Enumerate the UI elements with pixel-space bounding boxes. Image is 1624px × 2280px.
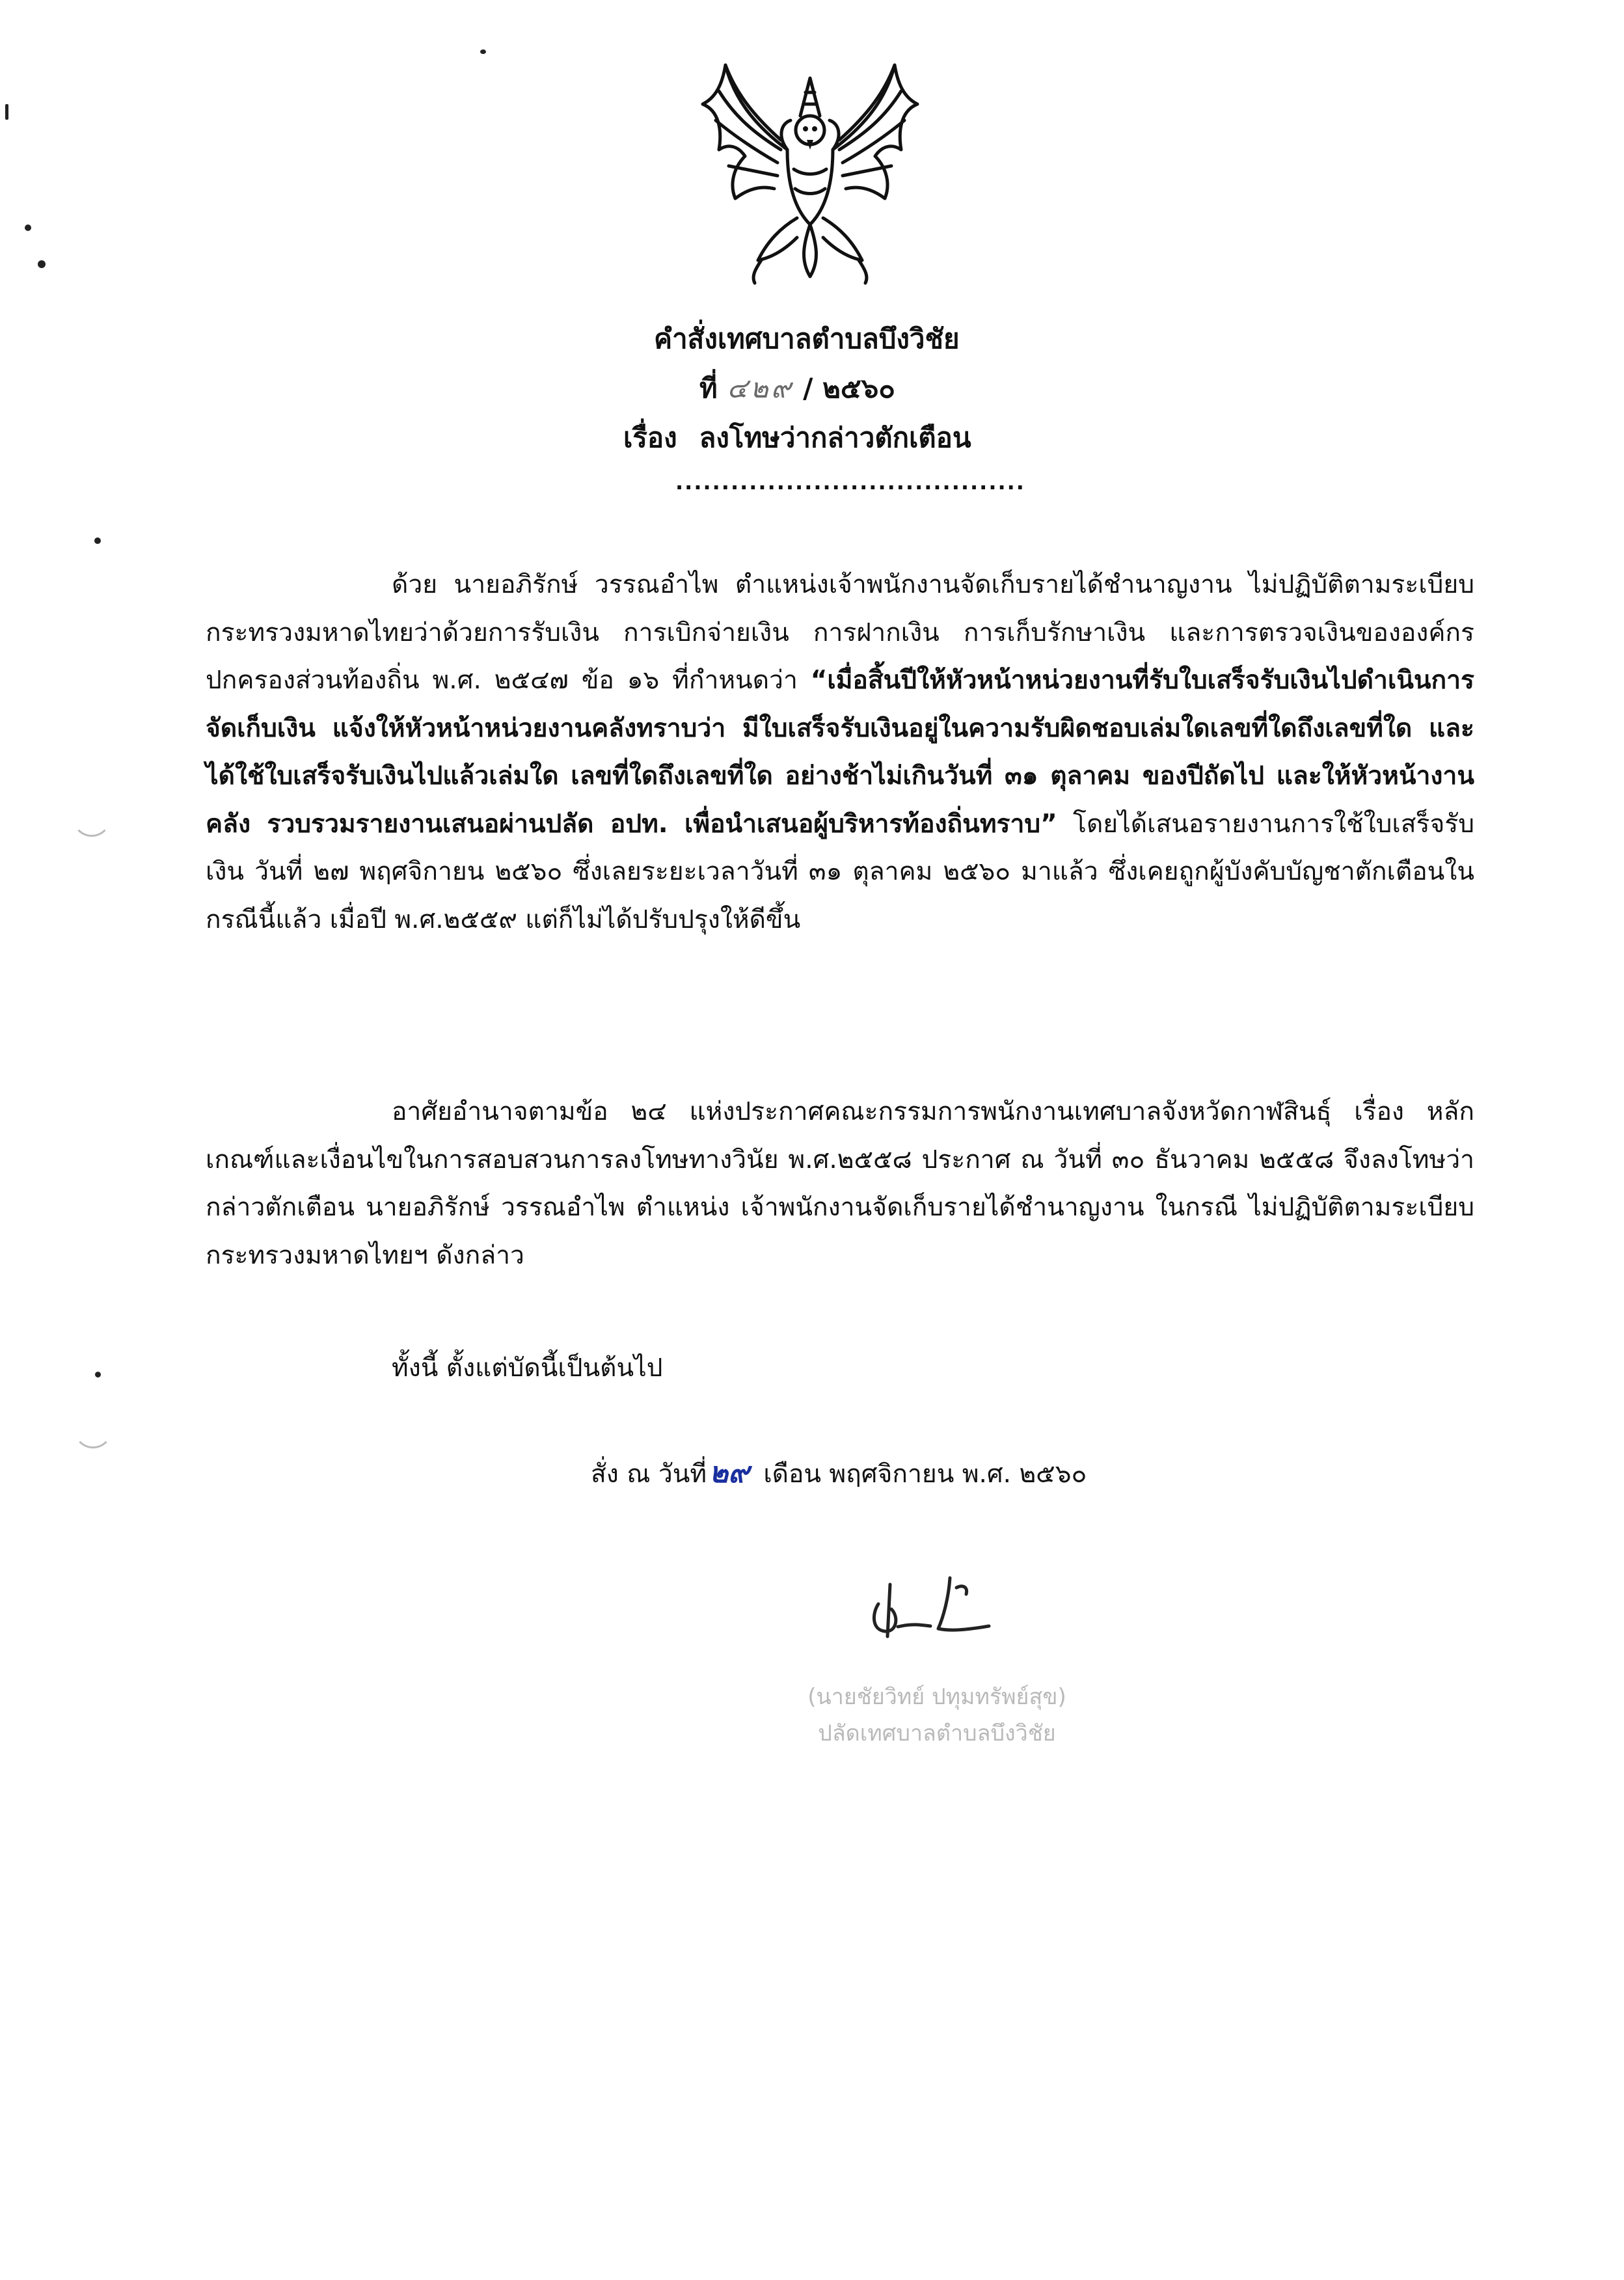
scan-speck <box>480 49 486 54</box>
scan-punch-mark <box>72 794 112 837</box>
order-number-prefix: ที่ <box>699 372 718 404</box>
paragraph-authority <box>206 1088 1474 1279</box>
order-number-handwritten: ๔๒๙ <box>727 372 794 404</box>
paragraph-authority-text: อาศัยอำนาจตามข้อ ๒๔ แห่งประกาศคณะกรรมการพนักงานเทศบาลจังหวัดกาฬสินธุ์ เรื่อง หลักเกณฑ์และเงื่อนไขในการสอบสวนการลงโทษทางวินัย พ.ศ.๒๕๕๘ ประกาศ ณ วันที่ ๓๐ ธันวาคม ๒๕๕๘ จึงลงโทษว่ากล่าวตักเตือน นายอภิรักษ์ วรรณอำไพ ตำแหน่ง เจ้าพนักงานจัดเก็บรายได้ชำนาญงาน ในกรณี ไม่ปฏิบัติตามระเบียบกระทรวงมหาดไทยฯ ดังกล่าว <box>206 1097 1474 1270</box>
subject-label: เรื่อง <box>623 422 677 454</box>
scan-speck <box>25 224 31 231</box>
paragraph-effective <box>206 1344 1474 1392</box>
paragraph-reason-detail: โดยได้เสนอรายงานการใช้ใบเสร็จรับเงิน วันที่ ๒๗ พฤศจิกายน ๒๕๖๐ ซึ่งเลยระยะเวลาวันที่ ๓๑ ตุลาคม ๒๕๖๐ มาแล้ว ซึ่งเคยถูกผู้บังคับบัญชาตักเตือนในกรณีนี้แล้ว เมื่อปี พ.ศ.๒๕๕๙ แต่ก็ไม่ได้ปรับปรุงให้ดีขึ้น <box>206 809 1475 934</box>
subject-text: ลงโทษว่ากล่าวตักเตือน <box>699 422 971 454</box>
order-number <box>699 367 895 410</box>
header-divider: ...................................... <box>675 470 1025 495</box>
scan-speck <box>5 104 8 120</box>
order-date <box>591 1450 1087 1495</box>
handwritten-signature <box>859 1558 1008 1649</box>
order-date-day-handwritten: ๒๙ <box>709 1456 750 1489</box>
order-number-suffix: / ๒๕๖๐ <box>803 372 895 404</box>
scan-speck <box>95 1372 101 1378</box>
order-title: คำสั่งเทศบาลตำบลบึงวิชัย <box>654 323 960 355</box>
paragraph-effective-text: ทั้งนี้ ตั้งแต่บัดนี้เป็นต้นไป <box>392 1353 663 1383</box>
paragraph-reason <box>206 561 1474 943</box>
scan-speck <box>94 537 101 544</box>
paragraph-reason-intro: ด้วย นายอภิรักษ์ วรรณอำไพ ตำแหน่งเจ้าพนักงานจัดเก็บรายได้ชำนาญงาน ไม่ปฏิบัติตามระเบียบกระทรวงมหาดไทยว่าด้วยการรับเงิน การเบิกจ่ายเงิน การฝากเงิน การเก็บรักษาเงิน และการตรวจเงินขององค์กรปกครองส่วนท้องถิ่น พ.ศ. ๒๕๔๗ ข้อ ๑๖ ที่กำหนดว่า <box>206 570 1474 695</box>
order-date-prefix: สั่ง ณ วันที่ <box>591 1459 707 1489</box>
scan-punch-mark <box>73 1405 113 1448</box>
signatory-name: (นายชัยวิทย์ ปทุมทรัพย์สุข) <box>807 1684 1066 1710</box>
scan-speck <box>38 260 46 268</box>
signatory-position: ปลัดเทศบาลตำบลบึงวิชัย <box>818 1720 1056 1746</box>
order-subject <box>623 416 971 459</box>
order-date-suffix: เดือน พฤศจิกายน พ.ศ. ๒๕๖๐ <box>763 1459 1087 1489</box>
regulation-quote: “เมื่อสิ้นปีให้หัวหน้าหน่วยงานที่รับใบเสร็จรับเงินไปดำเนินการจัดเก็บเงิน แจ้งให้หัวหน้าหน่วยงานคลังทราบว่า มีใบเสร็จรับเงินอยู่ในความรับผิดชอบเล่มใดเลขที่ใดถึงเลขที่ใด และได้ใช้ใบเสร็จรับเงินไปแล้วเล่มใด เลขที่ใดถึงเลขที่ใด อย่างช้าไม่เกินวันที่ ๓๑ ตุลาคม ของปีถัดไป และให้หัวหน้างานคลัง รวบรวมรายงานเสนอผ่านปลัด อปท. เพื่อนำเสนอผู้บริหารท้องถิ่นทราบ” <box>206 666 1474 839</box>
signatory-stamp <box>748 1679 1126 1752</box>
garuda-emblem <box>690 52 930 286</box>
